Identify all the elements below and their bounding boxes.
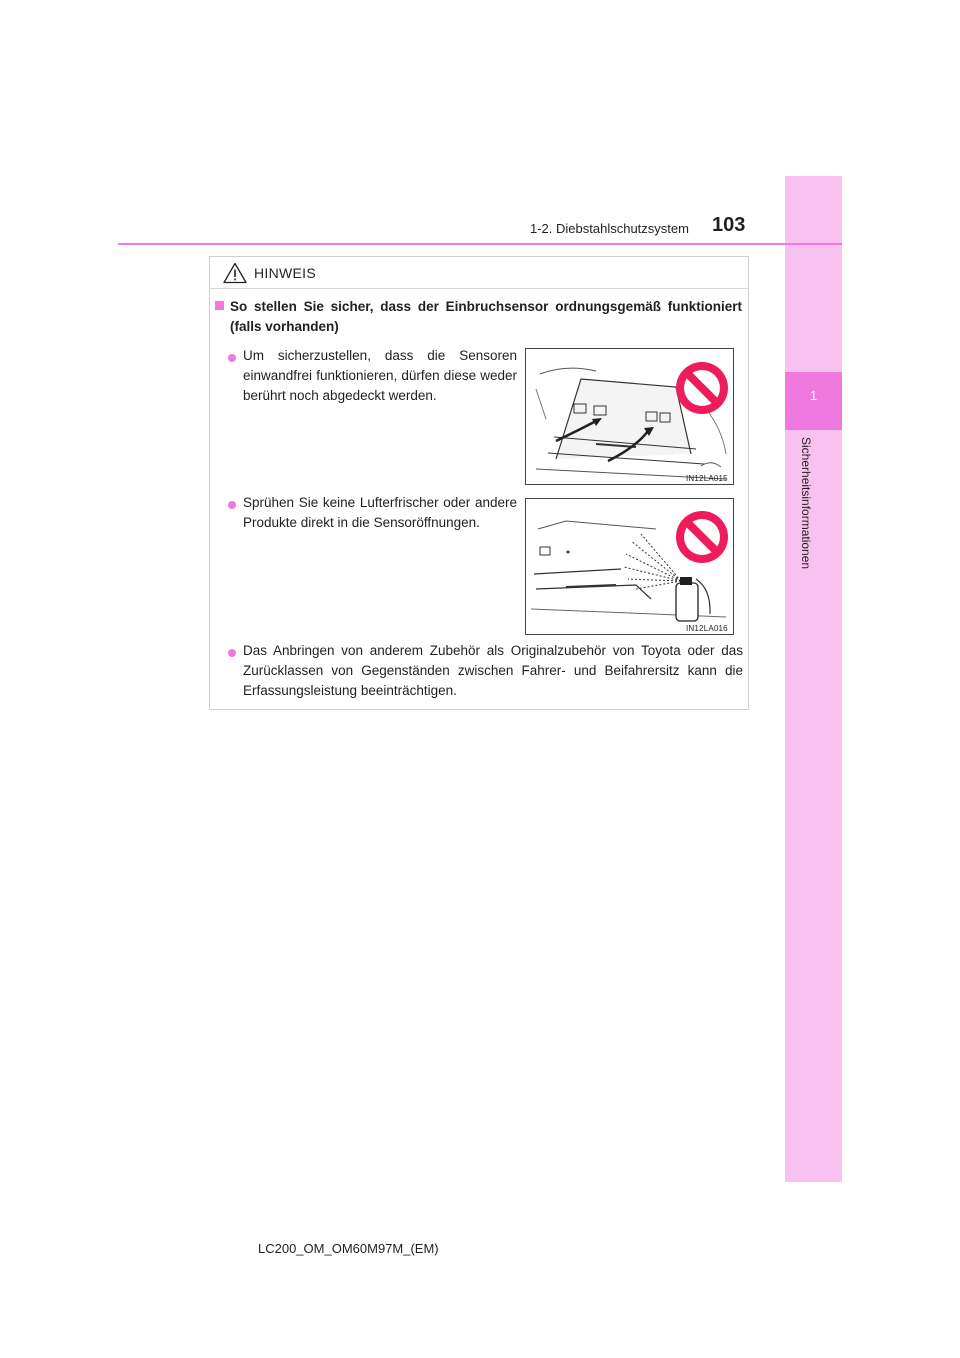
warning-triangle-icon xyxy=(223,262,247,284)
figure-code: IN12LA016 xyxy=(686,624,728,633)
no-spray-figure xyxy=(525,498,734,635)
bullet-dot xyxy=(228,649,236,657)
notice-heading: So stellen Sie sicher, dass der Einbruchsensor ordnungsgemäß funktioniert (falls vorhanden) xyxy=(230,299,742,334)
notice-item-text: Um sicherzustellen, dass die Sensoren einwandfrei funktionieren, dürfen diese weder berührt noch abgedeckt werden. xyxy=(243,348,517,403)
notice-item-text: Das Anbringen von anderem Zubehör als Originalzubehör von Toyota oder das Zurücklassen von Gegenständen zwischen Fahrer- und Beifahrersitz kann die Erfassungsleistung beeinträchtigen. xyxy=(243,643,743,698)
notice-box xyxy=(209,256,749,710)
chapter-number: 1 xyxy=(809,388,818,403)
prohibition-icon xyxy=(674,509,730,565)
notice-title: HINWEIS xyxy=(254,265,316,281)
chapter-title: Sicherheitsinformationen xyxy=(799,437,813,570)
heading-bullet xyxy=(215,301,224,310)
section-title: 1-2. Diebstahlschutzsystem xyxy=(530,221,689,236)
figure-code: IN12LA015 xyxy=(686,474,728,483)
document-code: LC200_OM_OM60M97M_(EM) xyxy=(258,1241,439,1256)
notice-item-text: Sprühen Sie keine Lufterfrischer oder andere Produkte direkt in die Sensoröffnungen. xyxy=(243,495,517,530)
page-number: 103 xyxy=(712,214,746,236)
prohibition-icon xyxy=(674,360,730,416)
bullet-dot xyxy=(228,354,236,362)
notice-header xyxy=(210,257,748,289)
chapter-side-tab xyxy=(785,176,842,1182)
bullet-dot xyxy=(228,501,236,509)
sensor-no-touch-figure xyxy=(525,348,734,485)
header-rule xyxy=(118,243,842,245)
